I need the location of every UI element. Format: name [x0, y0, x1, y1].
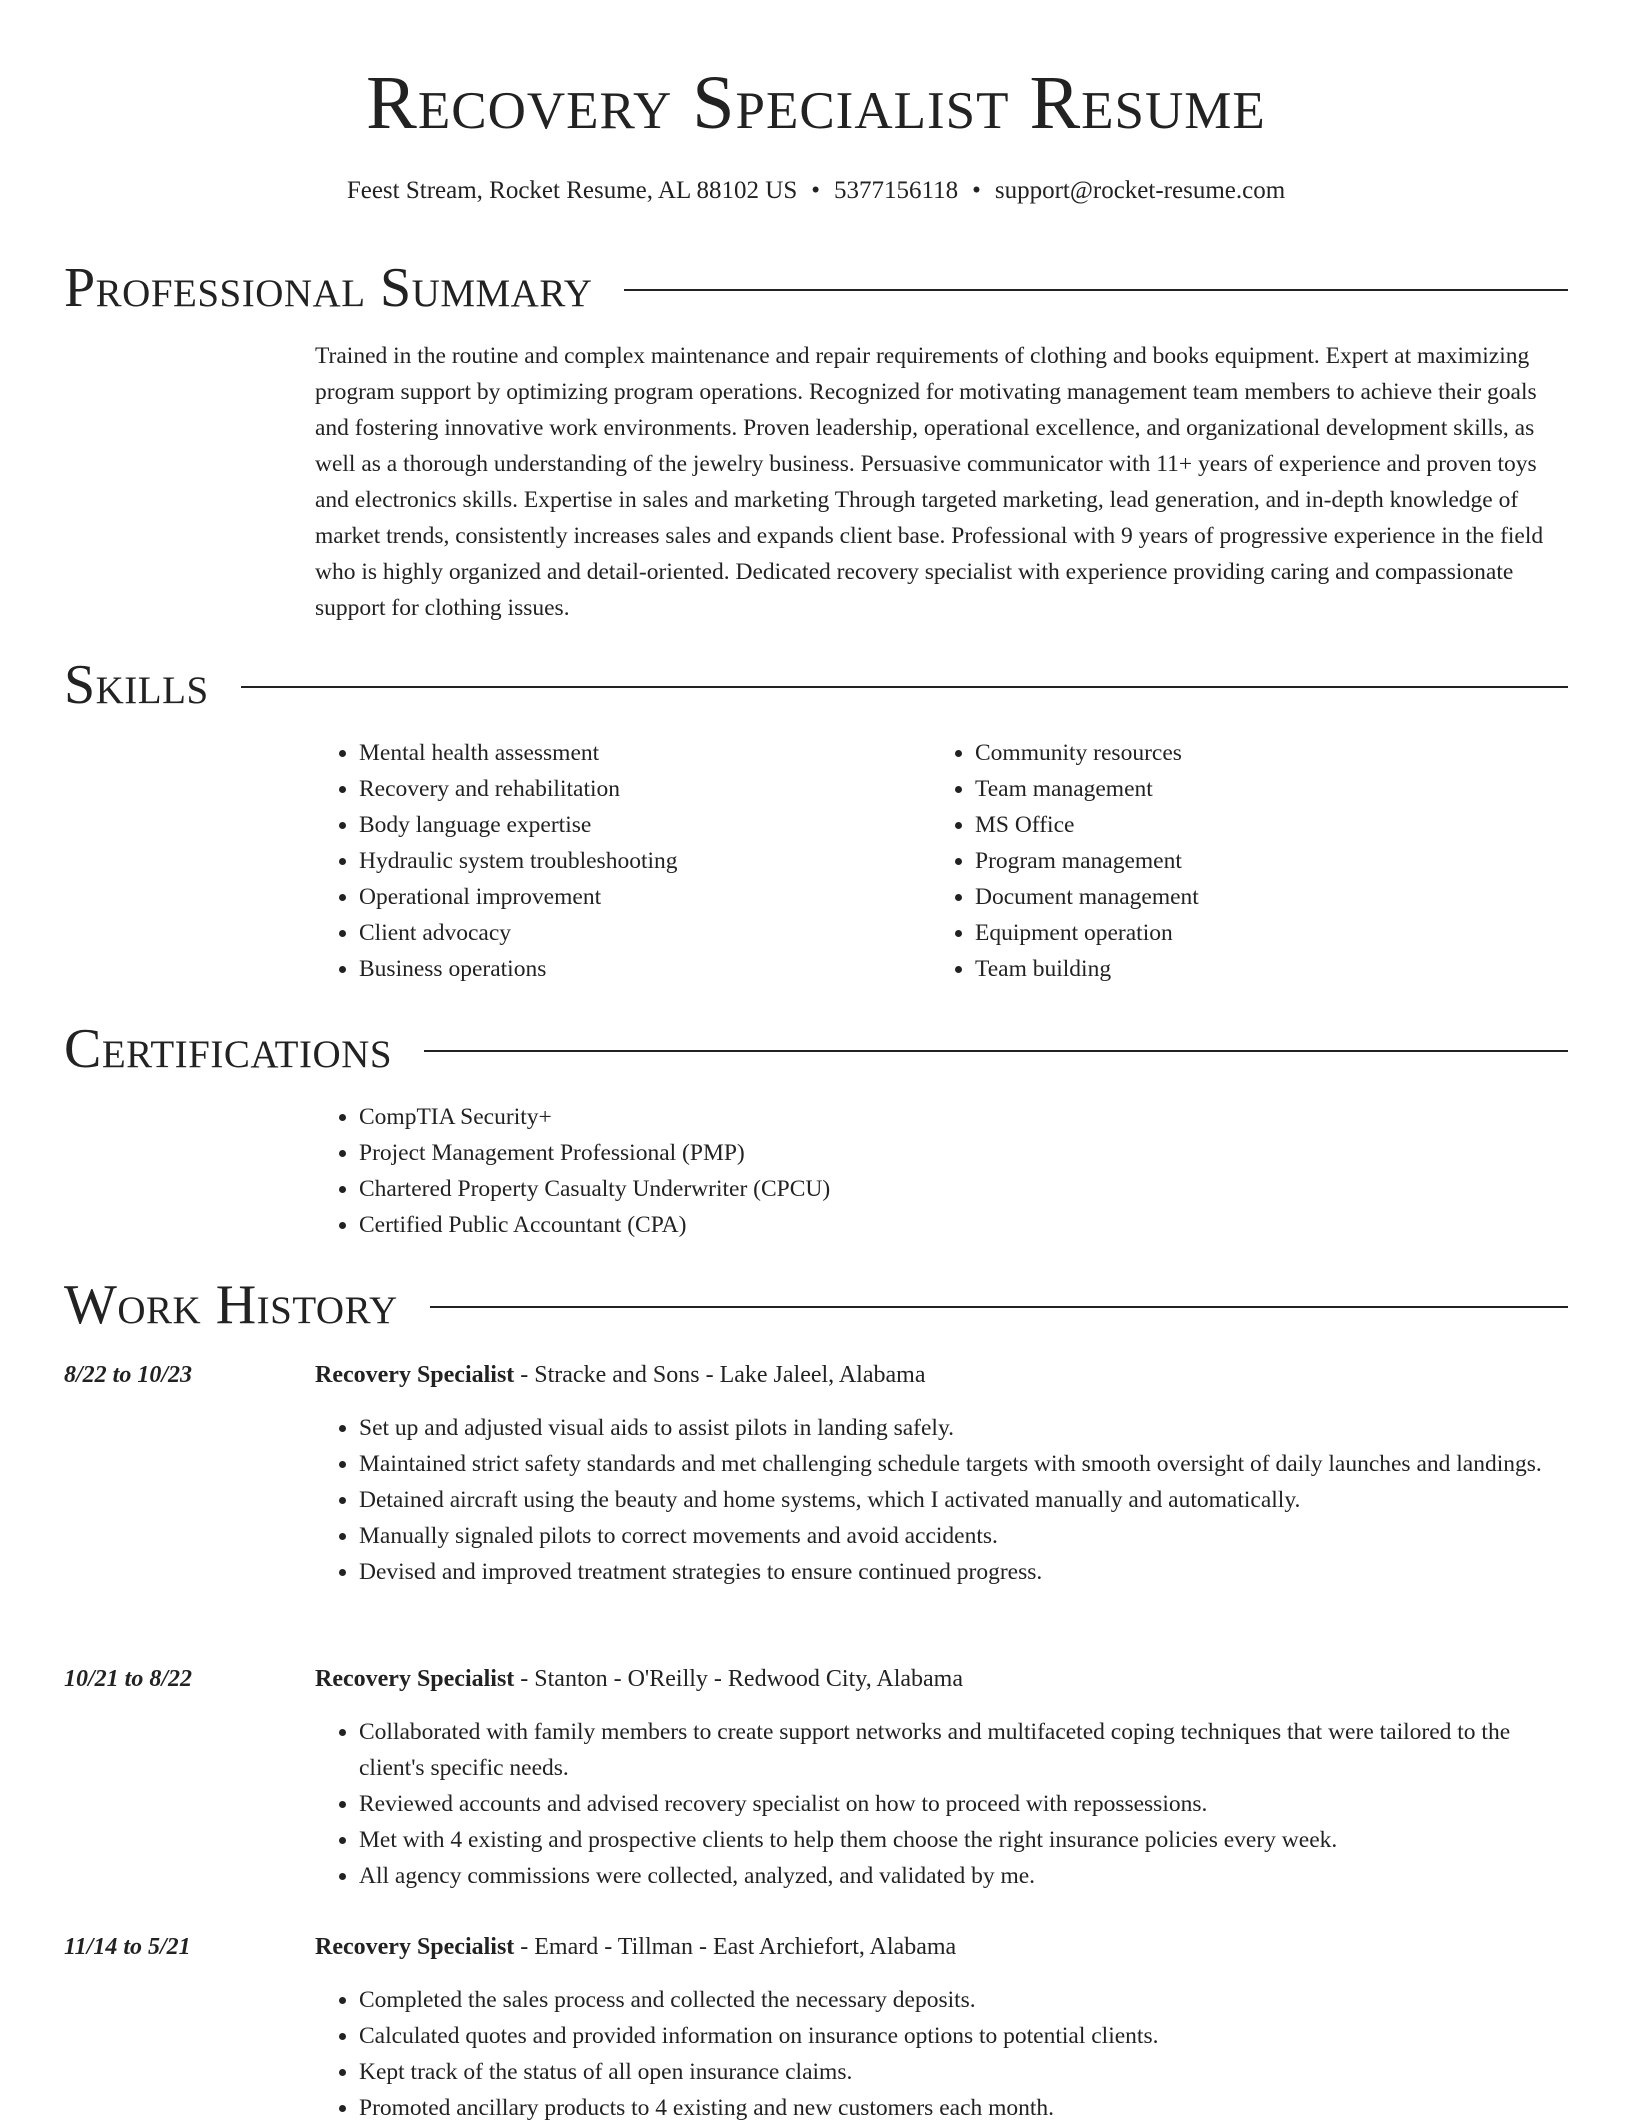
section-divider	[241, 686, 1568, 688]
phone-text: 5377156118	[834, 177, 959, 204]
summary-text: Trained in the routine and complex maintenance and repair requirements of clothing and books equipment. Expert at maximizing program support by optimizing program operations. Recognized for motivating management team members to achieve their goals and fostering innovative work environments. Proven leadership, operational excellence, and organizational development skills, as well as a thorough understanding of the jewelry business. Persuasive communicator with 11+ years of experience and proven toys and electronics skills. Expertise in sales and marketing Through targeted marketing, lead generation, and in-depth knowledge of market trends, consistently increases sales and expands client base. Professional with 9 years of progressive experience in the field who is highly organized and detail-oriented. Dedicated recovery specialist with experience providing caring and compassionate support for clothing issues.	[315, 343, 1544, 621]
section-divider	[430, 1306, 1568, 1308]
work-history-heading: Work History	[64, 1274, 398, 1336]
job-duty-item: • Completed the sales process and collected the necessary deposits.	[359, 1982, 1575, 2018]
job-dates: 10/21 to 8/22	[64, 1666, 193, 1692]
job-duty-item: • Collaborated with family members to create support networks and multifaceted coping techniques that were tailored to the client's specific needs.	[359, 1714, 1575, 1786]
section-divider	[624, 289, 1568, 291]
job-dates: 8/22 to 10/23	[64, 1362, 193, 1388]
job-duty-item: • Detained aircraft using the beauty and home systems, which I activated manually and automatically.	[359, 1482, 1575, 1518]
skill-item: • Hydraulic system troubleshooting	[359, 843, 915, 879]
certification-item: • Project Management Professional (PMP)	[359, 1135, 1575, 1171]
job-duty-item: • All agency commissions were collected, analyzed, and validated by me.	[359, 1858, 1575, 1894]
skill-item: • Document management	[975, 879, 1531, 915]
job-duty-item: • Kept track of the status of all open insurance claims.	[359, 2054, 1575, 2090]
job-title: Recovery Specialist	[315, 1934, 515, 1960]
job-duty-item: • Maintained strict safety standards and met challenging schedule targets with smooth oversight of daily launches and landings.	[359, 1446, 1575, 1482]
separator-dot: •	[811, 177, 821, 204]
job-company-location: - Emard - Tillman - East Archiefort, Alabama	[514, 1934, 957, 1960]
skills-section-header	[64, 655, 1568, 715]
work-history-section-header	[64, 1275, 1568, 1335]
summary-heading: Professional Summary	[64, 257, 593, 319]
skill-item: • Team management	[975, 771, 1531, 807]
job-duty-item: • Promoted ancillary products to 4 existing and new customers each month.	[359, 2090, 1575, 2126]
certifications-heading: Certifications	[64, 1018, 393, 1080]
separator-dot: •	[972, 177, 981, 204]
certification-item: • Certified Public Accountant (CPA)	[359, 1207, 1575, 1243]
skills-column-left	[315, 735, 915, 987]
skill-item: • Operational improvement	[359, 879, 915, 915]
job-duty-item: • Devised and improved treatment strategies to ensure continued progress.	[359, 1554, 1575, 1590]
resume-title: Recovery Specialist Resume	[366, 61, 1266, 145]
job-duty-item: • Calculated quotes and provided information on insurance options to potential clients.	[359, 2018, 1575, 2054]
job-dates: 11/14 to 5/21	[64, 1934, 191, 1960]
job-duties	[315, 1714, 1575, 1894]
skill-item: • Body language expertise	[359, 807, 915, 843]
job-title: Recovery Specialist	[315, 1362, 515, 1388]
job-duties	[315, 1982, 1575, 2126]
skill-item: • MS Office	[975, 807, 1531, 843]
skill-item: • Mental health assessment	[359, 735, 915, 771]
skills-heading: Skills	[64, 654, 209, 716]
certifications-section-header	[64, 1019, 1568, 1079]
job-title: Recovery Specialist	[315, 1666, 515, 1692]
skill-item: • Equipment operation	[975, 915, 1531, 951]
job-company-location: - Stracke and Sons - Lake Jaleel, Alabama	[514, 1362, 926, 1388]
job-heading	[315, 1662, 1575, 1696]
skill-item: • Business operations	[359, 951, 915, 987]
skill-item: • Program management	[975, 843, 1531, 879]
skill-item: • Recovery and rehabilitation	[359, 771, 915, 807]
job-duty-item: • Set up and adjusted visual aids to assist pilots in landing safely.	[359, 1410, 1575, 1446]
email-link[interactable]: support@rocket-resume.com	[994, 177, 1286, 204]
summary-section-header	[64, 258, 1568, 318]
job-heading	[315, 1358, 1575, 1392]
address-text: Feest Stream, Rocket Resume, AL 88102 US	[346, 177, 798, 204]
skill-item: • Client advocacy	[359, 915, 915, 951]
certifications-list	[315, 1099, 1575, 1243]
section-divider	[424, 1050, 1568, 1052]
job-heading	[315, 1930, 1575, 1964]
contact-line	[0, 174, 1632, 208]
certification-item: • CompTIA Security+	[359, 1099, 1575, 1135]
skill-item: • Community resources	[975, 735, 1531, 771]
job-duty-item: • Manually signaled pilots to correct movements and avoid accidents.	[359, 1518, 1575, 1554]
job-company-location: - Stanton - O'Reilly - Redwood City, Alabama	[514, 1666, 963, 1692]
skill-item: • Team building	[975, 951, 1531, 987]
job-duty-item: • Reviewed accounts and advised recovery specialist on how to proceed with repossessions.	[359, 1786, 1575, 1822]
certification-item: • Chartered Property Casualty Underwriter (CPCU)	[359, 1171, 1575, 1207]
job-duty-item: • Met with 4 existing and prospective clients to help them choose the right insurance policies every week.	[359, 1822, 1575, 1858]
job-duties	[315, 1410, 1575, 1590]
skills-column-right	[931, 735, 1531, 987]
